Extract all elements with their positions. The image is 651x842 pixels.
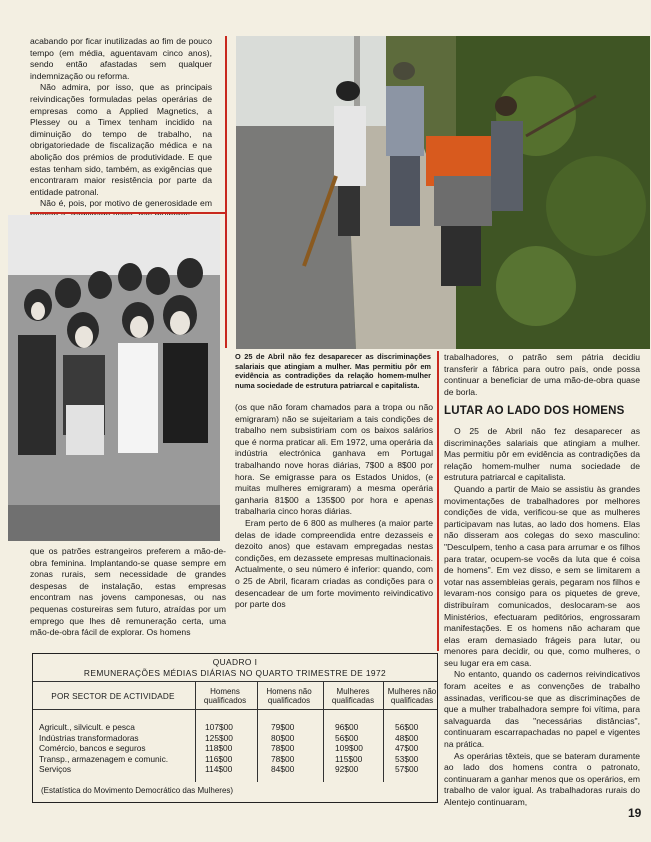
table-cell: 57$00: [395, 764, 419, 775]
table-rule: [33, 709, 437, 710]
table-cell: 47$00: [395, 743, 419, 754]
paragraph: As operárias têxteis, que se bateram duramente ao lado dos homens contra o patronato, continuaram a ganhar menos que os operários, em trabalho de valor igual. As trabalhadoras rurais do Alentejo continuaram,: [444, 750, 640, 807]
table-subtitle: REMUNERAÇÕES MÉDIAS DIÁRIAS NO QUARTO TRIMESTRE DE 1972: [83, 668, 387, 678]
table-col-mulheres-qualificadas: [335, 722, 363, 775]
photo-women-workers: [8, 215, 220, 541]
paragraph: Não é, pois, por motivo de generosidade em: [40, 198, 212, 209]
table-cell: 56$00: [335, 732, 359, 743]
page-number: 19: [628, 806, 642, 820]
photo-caption: O 25 de Abril não fez desaparecer as discriminações salariais que atingiam a mulher. Mas permitiu pôr em evidência as contradições da relação homem-mulher numa sociedade de estrutura patriarcal e capitalista.: [235, 352, 431, 390]
table-cell: 118$00: [205, 743, 233, 754]
table-cell: 116$00: [205, 753, 233, 764]
table-header-col: Homens não qualificados: [266, 687, 312, 706]
table-cell: Agricult., silvicult. e pesca: [39, 722, 135, 732]
table-cell: 53$00: [395, 753, 419, 764]
table-col-mulheres-nao-qualificadas: [395, 722, 418, 775]
table-cell: Serviços: [39, 764, 72, 775]
paragraph: (os que não foram chamados para a tropa ou não emigraram) não se sujeitariam a tais condições de trabalho nem subsistiriam com os baixos salários que é norma praticar ali. Em 1972, uma operária da indústria electrónica ganhava em Portugal trabalhando nove horas diárias, 7$00 a 8$00 por hora. Se emigrasse para os Estados Unidos, (e muitas mulheres emigraram) a mesma operária ganharia 81$00 a 135$00 por hora e apenas trabalharia cinco horas diárias.: [235, 402, 433, 517]
column-3-top-text: [444, 352, 640, 398]
table-cell: 109$00: [335, 743, 363, 754]
red-rule-right-vertical: [437, 351, 439, 651]
column-2-text: [235, 402, 433, 611]
table-cell: 114$00: [205, 764, 233, 775]
table-header-sector: POR SECTOR DE ACTIVIDADE: [51, 692, 175, 701]
paragraph: Não admira, por isso, que as principais reivindicações formuladas pelas operárias de empresas como a Applied Magnetics, a Plessey ou a Timex tenham incidido na diminuição do tempo de trabalho, na obrigatoriedade de fiscalização médica e na abolição dos prémios de produtividade. E que estas tenham sido, também, as exigências que encontraram maior resistência por parte da entidade patronal.: [30, 82, 212, 197]
table-cell: Comércio, bancos e seguros: [39, 743, 146, 754]
table-rule: [257, 682, 258, 782]
table-sectors: [39, 722, 168, 775]
table-cell: Indústrias transformadoras: [39, 732, 139, 743]
column-1-bottom-text: [30, 546, 226, 639]
table-cell: 92$00: [335, 764, 359, 775]
red-rule-left-vertical: [225, 36, 227, 348]
table-cell: Transp., armazenagem e comunic.: [39, 753, 169, 764]
table-cell: 96$00: [335, 722, 359, 732]
table-cell: 115$00: [335, 753, 363, 764]
salary-table: [32, 653, 438, 803]
column-3-text: [444, 426, 640, 809]
table-title: QUADRO I: [212, 657, 258, 667]
section-heading: LUTAR AO LADO DOS HOMENS: [444, 405, 625, 417]
table-cell: 78$00: [271, 753, 295, 764]
table-cell: 79$00: [271, 722, 295, 732]
paragraph: que os patrões estrangeiros preferem a mão-de-obra feminina. Implantando-se quase sempre em zonas rurais, sem necessidade de grandes despesas de instalação, estas empresas encontram nas jovens camponesas, ou nas pequenas costureiras sem futuro, atraídas por um emprego que lhes dê remuneração certa, uma mão-de-obra fácil de explorar. Os homens: [30, 546, 226, 638]
paragraph: Eram perto de 6 800 as mulheres (a maior parte delas de idade compreendida entre dezasseis e dezoito anos) que estavam empregadas nestas condições, em dezassete empresas multinacionais. Actualmente, o seu número é inferior: quando, com o 25 de Abril, ficaram criadas as condições para o desencadear de um forte movimento reivindicativo por parte dos: [235, 517, 433, 610]
table-cell: 78$00: [271, 743, 295, 754]
table-rule: [323, 682, 324, 782]
table-col-homens-nao-qualificados: [271, 722, 294, 775]
red-rule-left-horizontal: [30, 212, 226, 214]
table-cell: 48$00: [395, 732, 419, 743]
table-cell: 56$00: [395, 722, 419, 732]
paragraph: trabalhadores, o patrão sem pátria decidiu transferir a fábrica para outro país, onde possa continuar a beneficiar de uma mão-de-obra quase de borla.: [444, 352, 640, 397]
table-col-homens-qualificados: [205, 722, 233, 775]
paragraph: O 25 de Abril não fez desaparecer as discriminações salariais que atingiam a mulher. Mas permitiu pôr em evidência as contradições da relação homem-mulher numa sociedade de estrutura patriarcal e capitalista.: [444, 426, 640, 483]
table-rule: [195, 682, 196, 782]
paragraph: Quando a partir de Maio se assistiu às grandes movimentações de trabalhadores por melhores condições de vida, verificou-se que as mulheres participavam nas lutas, ao lado dos homens. Elas não disseram aos colegas do sexo masculino: "Desculpem, tenho a casa para arrumar e os filhos para tratar, ocupem-se vocês da luta que é coisa de homens". Em vez disso, e sem se limitarem a votar nas assembleias gerais, pegaram nos filhos e levaram-nos consigo para os piquetes de greve, distribuíram comunicados, deslocaram-se aos Ministérios, efectuaram peditórios, engrossaram manifestações. E os homens não acharam que elas eram demasiado frágeis para lutar, ou menores para decidir, ou que, como mulheres, o seu lugar era em casa.: [444, 483, 640, 668]
table-header-col: Mulheres não qualificadas: [387, 687, 437, 706]
table-cell: 125$00: [205, 732, 233, 743]
table-cell: 80$00: [271, 732, 295, 743]
table-header-col: Homens qualificados: [203, 687, 247, 706]
table-source: (Estatística do Movimento Democrático das Mulheres): [41, 786, 234, 795]
table-rule: [33, 681, 437, 682]
table-rule: [383, 682, 384, 782]
table-cell: 84$00: [271, 764, 295, 775]
photo-street-workers: [236, 36, 650, 349]
table-cell: 107$00: [205, 722, 233, 732]
table-header-col: Mulheres qualificadas: [331, 687, 375, 706]
paragraph: acabando por ficar inutilizadas ao fim de pouco tempo (em média, aguentavam cinco anos), sendo então afastadas sem qualquer indemnização ou reforma.: [30, 36, 212, 81]
column-1-top-text: [30, 36, 212, 222]
paragraph: No entanto, quando os cadernos reivindicativos foram aceites e as convenções de trabalho assinadas, verificou-se que as discriminações de que a mulher trabalhadora sempre foi vítima, para salvaguarda das "necessárias distâncias", continuaram escarrapachadas no papel e vigentes na prática.: [444, 669, 640, 750]
